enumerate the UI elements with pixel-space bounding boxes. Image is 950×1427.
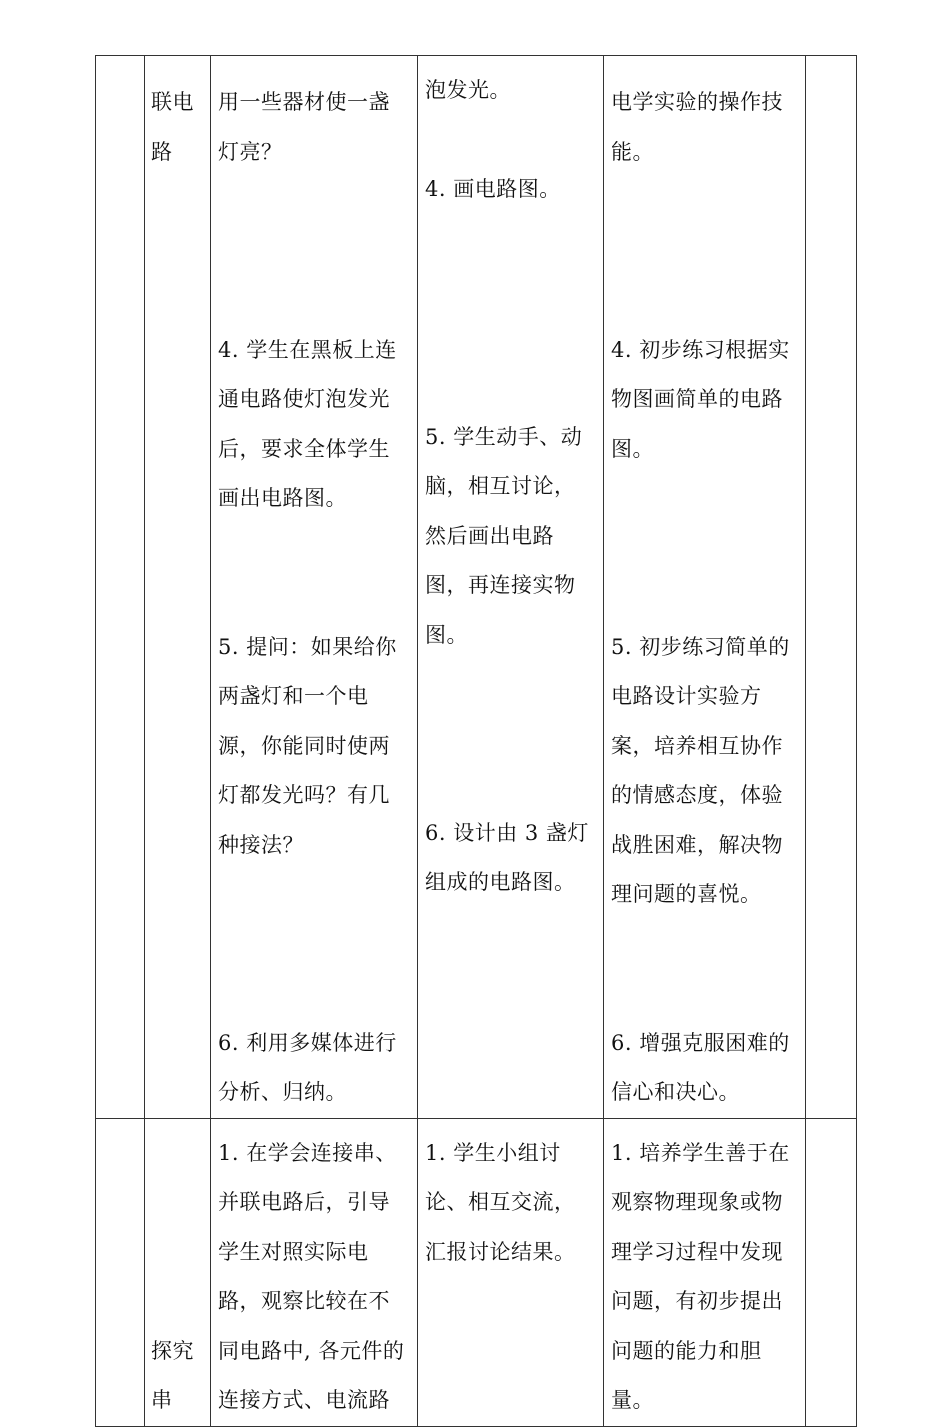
design-goal-cell bbox=[604, 56, 806, 1119]
lesson-plan-table bbox=[95, 55, 857, 1427]
blank-right-cell bbox=[806, 56, 857, 1119]
design-goal-text: 电学实验的操作技 能。 4. 初步练习根据实 物图画简单的电路 图。 5. 初步练习简单的 电路设计实验方 案，培养相互协作 的情感态度，体验 战胜困难，解决物 理问题的喜悦。 6. 增强克服困难的 信心和决心。 bbox=[611, 90, 790, 1104]
topic-cell bbox=[145, 1118, 211, 1426]
blank-left-cell bbox=[96, 1118, 145, 1426]
design-goal-text: 1. 培养学生善于在 观察物理现象或物 理学习过程中发现 问题，有初步提出 问题的能力和胆 量。 bbox=[611, 1140, 790, 1412]
topic-text: 探究 串 bbox=[151, 1338, 194, 1412]
topic-cell bbox=[145, 56, 211, 1119]
teacher-activity-cell bbox=[211, 1118, 418, 1426]
student-activity-cell bbox=[418, 1118, 604, 1426]
design-goal-cell bbox=[604, 1118, 806, 1426]
teacher-activity-text: 1. 在学会连接串、 并联电路后，引导 学生对照实际电 路，观察比较在不 同电路中, 各元件的 连接方式、电流路 bbox=[218, 1140, 405, 1412]
teacher-activity-cell bbox=[211, 56, 418, 1119]
table-row bbox=[96, 56, 857, 1119]
student-activity-text: 1. 学生小组讨 论、相互交流， 汇报讨论结果。 bbox=[425, 1140, 576, 1264]
student-activity-cell bbox=[418, 56, 604, 1119]
blank-left-cell bbox=[96, 56, 145, 1119]
teacher-activity-text: 用一些器材使一盏 灯亮？ 4. 学生在黑板上连 通电路使灯泡发光 后，要求全体学生 画出电路图。 5. 提问：如果给你 两盏灯和一个电 源，你能同时使两 灯都发光吗？有几 种接法？ 6. 利用多媒体进行 分析、归纳。 bbox=[218, 90, 397, 1104]
student-activity-text: 泡发光。 4. 画电路图。 5. 学生动手、动 脑，相互讨论， 然后画出电路 图，再连接实物 图。 6. 设计由 3 盏灯 组成的电路图。 bbox=[425, 78, 589, 894]
table-row bbox=[96, 1118, 857, 1426]
blank-right-cell bbox=[806, 1118, 857, 1426]
topic-text: 联电 路 bbox=[151, 90, 194, 164]
